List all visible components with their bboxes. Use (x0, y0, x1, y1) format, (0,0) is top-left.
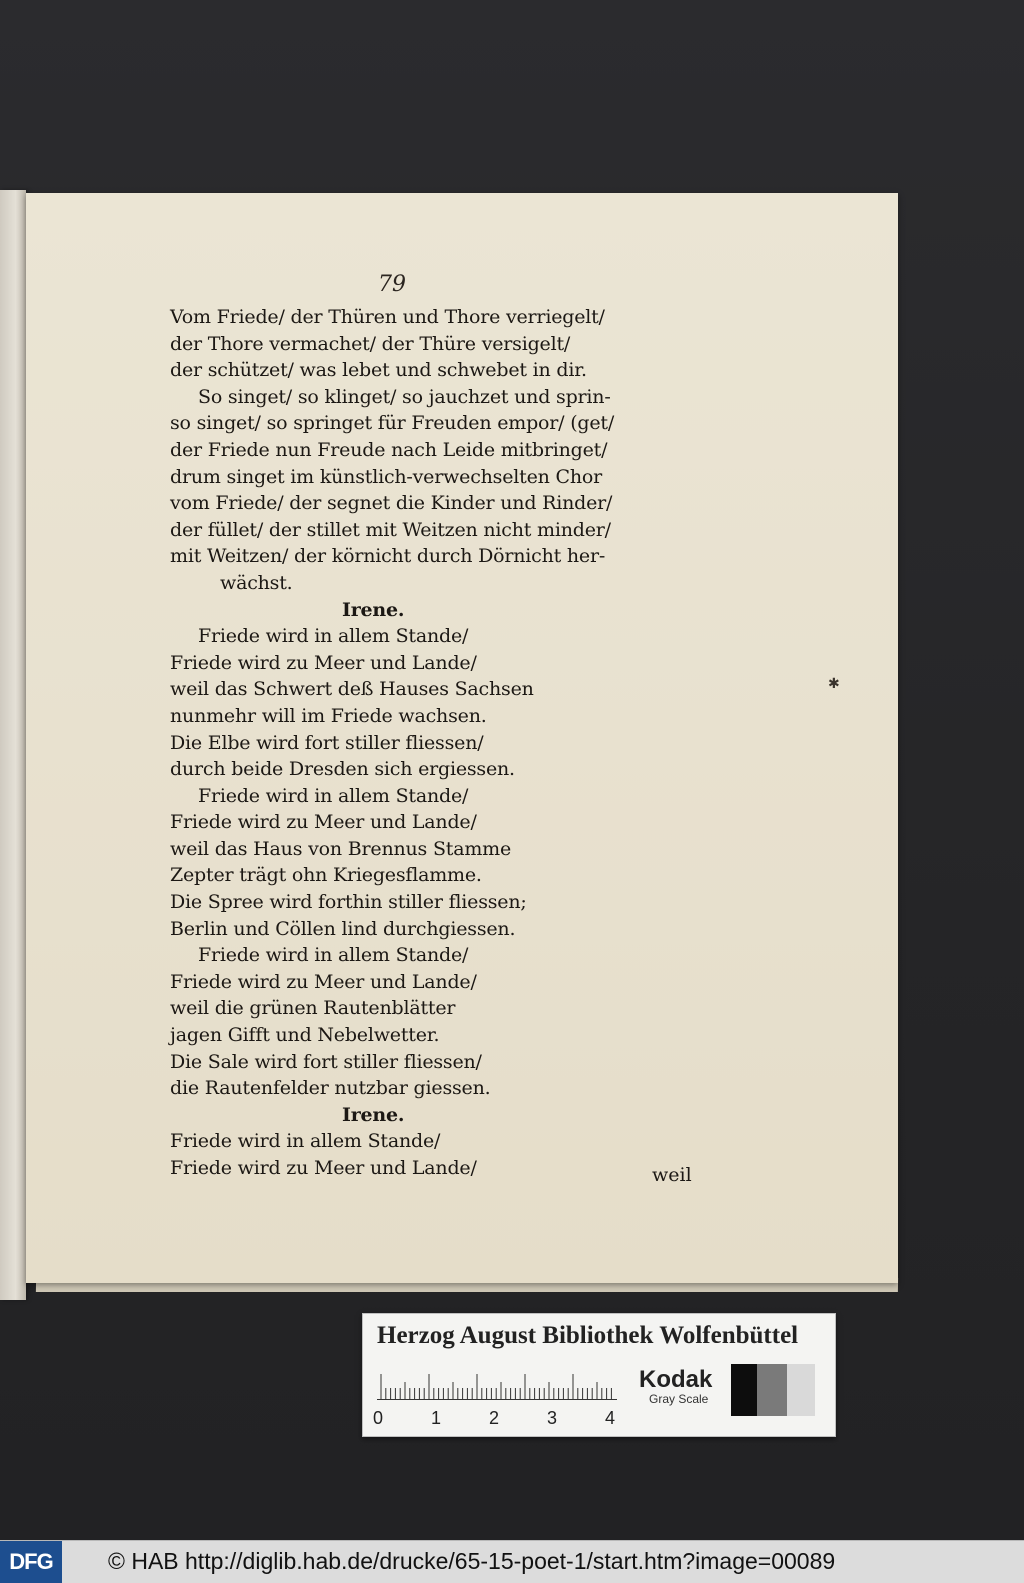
ruler-number: 3 (547, 1408, 558, 1428)
text-line: drum singet im künstlich-verwechselten Chor (170, 465, 603, 488)
text-line: die Rautenfelder nutzbar giessen. (170, 1077, 491, 1100)
text-line: vom Friede/ der segnet die Kinder und Rinder/ (170, 492, 613, 515)
page-number: 79 (378, 272, 406, 297)
ruler-number: 2 (489, 1408, 500, 1428)
text-line: Friede wird in allem Stande/ (198, 944, 469, 967)
text-line: Die Spree wird forthin stiller fliessen; (170, 891, 527, 914)
text-line: Friede wird zu Meer und Lande/ (170, 1157, 477, 1179)
text-line: durch beide Dresden sich ergiessen. (170, 758, 515, 781)
kodak-subtitle: Gray Scale (649, 1392, 709, 1406)
text-line: Friede wird in allem Stande/ (198, 625, 469, 648)
gray-swatch (787, 1364, 815, 1416)
text-line: der füllet/ der stillet mit Weitzen nicht minder/ (170, 518, 611, 541)
ruler-number: 4 (605, 1408, 616, 1428)
library-title: Herzog August Bibliothek Wolfenbüttel (377, 1322, 799, 1349)
ruler-numbers (373, 1408, 623, 1430)
speaker-name: Irene. (342, 598, 405, 621)
marginal-star-mark: ✱ (828, 676, 840, 692)
speaker-name: Irene. (342, 1103, 405, 1126)
dfg-logo: DFG (0, 1541, 62, 1583)
text-line: Zepter trägt ohn Kriegesflamme. (170, 864, 482, 887)
gray-swatch (731, 1364, 757, 1416)
footer-bar (0, 1540, 1024, 1583)
text-line: weil das Haus von Brennus Stamme (170, 837, 511, 860)
text-line: mit Weitzen/ der körnicht durch Dörnicht her- (170, 545, 606, 568)
text-line: Die Elbe wird fort stiller fliessen/ (170, 731, 484, 754)
text-line: Friede wird in allem Stande/ (170, 1130, 441, 1153)
color-scale-card (362, 1313, 836, 1437)
text-line: Friede wird zu Meer und Lande/ (170, 811, 477, 834)
text-line: so singet/ so springet für Freuden empor/ (get/ (170, 412, 615, 435)
text-line: wächst. (220, 571, 293, 594)
kodak-logo: Kodak (639, 1366, 713, 1393)
text-line: der Friede nun Freude nach Leide mitbringet/ (170, 438, 608, 461)
text-line: der Thore vermachet/ der Thüre versigelt/ (170, 332, 571, 355)
ruler-scale (377, 1370, 617, 1400)
catchword: weil (652, 1164, 692, 1186)
gray-swatch (757, 1364, 787, 1416)
left-page-edge (0, 190, 26, 1300)
text-line: weil das Schwert deß Hauses Sachsen (170, 678, 534, 701)
text-line: Die Sale wird fort stiller fliessen/ (170, 1050, 482, 1073)
text-line: jagen Gifft und Nebelwetter. (170, 1024, 440, 1047)
text-line: der schützet/ was lebet und schwebet in dir. (170, 359, 587, 382)
ruler-number: 0 (373, 1408, 384, 1428)
text-line: Friede wird zu Meer und Lande/ (170, 970, 477, 993)
text-line: Friede wird zu Meer und Lande/ (170, 651, 477, 674)
text-line: weil die grünen Rautenblätter (170, 997, 456, 1020)
gray-swatches (731, 1364, 815, 1416)
poem-text-block (170, 304, 640, 1182)
text-line: So singet/ so klinget/ so jauchzet und sprin- (198, 385, 611, 408)
text-line: nunmehr will im Friede wachsen. (170, 704, 487, 727)
text-line: Berlin und Cöllen lind durchgiessen. (170, 917, 516, 940)
text-line: Friede wird in allem Stande/ (198, 784, 469, 807)
text-line: Vom Friede/ der Thüren und Thore verriegelt/ (170, 306, 605, 328)
copyright-url[interactable]: © HAB http://diglib.hab.de/drucke/65-15-poet-1/start.htm?image=00089 (108, 1548, 836, 1574)
ruler-number: 1 (431, 1408, 442, 1428)
